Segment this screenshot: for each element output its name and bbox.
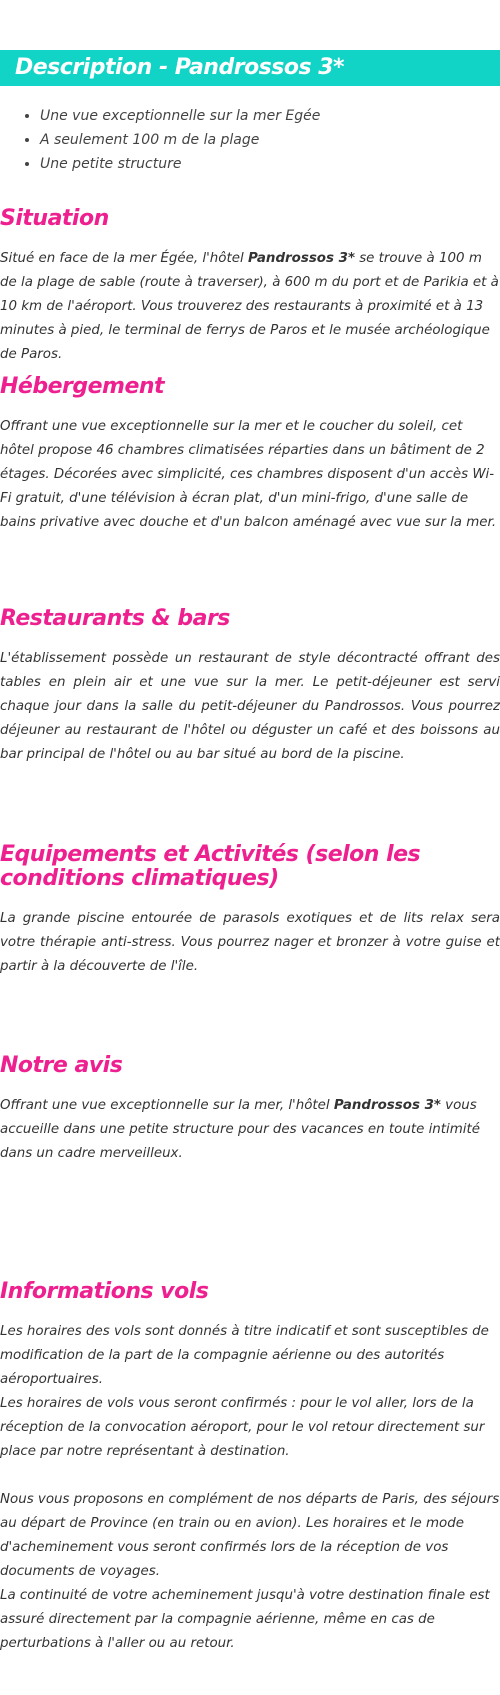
vols-text-4: La continuité de votre acheminement jusqu'à votre destination finale est assuré directement par la compagnie aérienne, même en cas de perturbations à l'aller ou au retour. [0,1588,490,1651]
avis-text-start: Offrant une vue exceptionnelle sur la mer, l'hôtel [0,1098,334,1113]
hebergement-text: Offrant une vue exceptionnelle sur la mer et le coucher du soleil, cet hôtel propose 46 chambres climatisées réparties dans un bâtiment de 2 étages. Décorées avec simplicité, ces chambres disposent d'un accès Wi-Fi gratuit, d'une télévision à écran plat, d'un mini-frigo, d'une salle de bains privative avec douche et d'un balcon aménagé avec vue sur la mer. [0,419,497,530]
situation-title: Situation [0,206,109,231]
list-item: • A seulement 100 m de la plage [40,128,320,152]
hotel-name: Pandrossos 3* [333,1098,441,1113]
avis-text-end: vous accueille dans une petite structure pour des vacances en toute intimité dans un cadre merveilleux. [0,1098,480,1161]
restaurants-title: Restaurants & bars [0,606,230,631]
hotel-name: Pandrossos 3* [247,251,355,266]
hebergement-title: Hébergement [0,374,165,399]
vols-title: Informations vols [0,1279,209,1304]
description-title: Description - Pandrossos 3* [15,55,345,80]
list-item: • Une petite structure [40,152,320,176]
highlights-list [0,104,320,176]
situation-text-start: Situé en face de la mer Égée, l'hôtel [0,251,248,266]
situation-text-end: se trouve à 100 m de la plage de sable (route à traverser), à 600 m du port et de Parikia et à 10 km de l'aéroport. Vous trouverez des restaurants à proximité et à 13 minutes à pied, le terminal de ferrys de Paros et le musée archéologique de Paros. [0,251,499,362]
description-banner [0,50,500,86]
avis-text [0,1094,500,1166]
vols-text-1: Les horaires des vols sont donnés à titre indicatif et sont susceptibles de modification de la part de la compagnie aérienne ou des autorités aéroportuaires. [0,1324,489,1387]
restaurants-text: L'établissement possède un restaurant de style décontracté offrant des tables en plein air et une vue sur la mer. Le petit-déjeuner est servi chaque jour dans la salle du petit-déjeuner du Pandrossos. Vous pourrez déjeuner au restaurant de l'hôtel ou déguster un café et des boissons au bar principal de l'hôtel ou au bar situé au bord de la piscine. [0,651,500,762]
equipements-title: Equipements et Activités (selon les conditions climatiques) [0,842,421,891]
vols-text-3: Nous vous proposons en complément de nos départs de Paris, des séjours au départ de Province (en train ou en avion). Les horaires et le mode d'acheminement vous seront confirmés lors de la réception de vos documents de voyages. [0,1492,500,1579]
vols-text-2: Les horaires de vols vous seront confirmés : pour le vol aller, lors de la réception de la convocation aéroport, pour le vol retour directement sur place par notre représentant à destination. [0,1396,485,1459]
list-item: • Une vue exceptionnelle sur la mer Egée [40,104,320,128]
avis-title: Notre avis [0,1053,123,1078]
situation-text [0,247,500,367]
equipements-text: La grande piscine entourée de parasols exotiques et de lits relax sera votre thérapie anti-stress. Vous pourrez nager et bronzer à votre guise et partir à la découverte de l'île. [0,911,500,974]
